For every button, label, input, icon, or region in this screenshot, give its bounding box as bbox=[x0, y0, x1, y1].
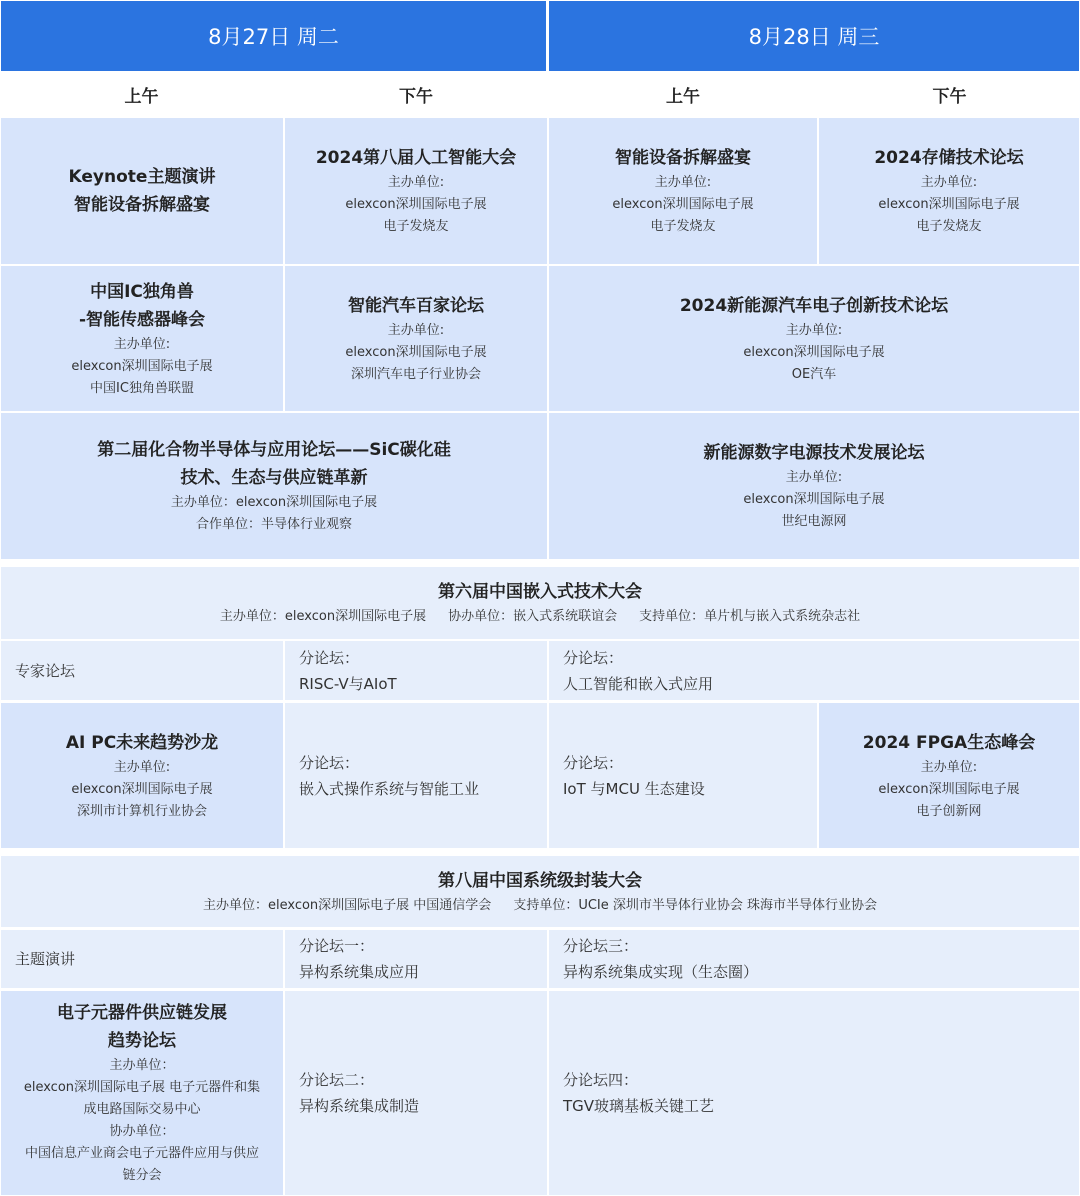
iot-mcu-forum-cell bbox=[549, 703, 817, 848]
am-label: 上午 bbox=[124, 86, 159, 107]
day2-header bbox=[549, 1, 1079, 71]
sub-forum-title: 异构系统集成制造 bbox=[299, 1097, 420, 1115]
host-label: 主办单位: bbox=[920, 759, 978, 775]
conference-title: 第六届中国嵌入式技术大会 bbox=[438, 582, 642, 602]
host-label: 主办单位: bbox=[920, 175, 978, 190]
sub-forum-label: 分论坛： bbox=[299, 753, 360, 772]
sip-forum-four-cell bbox=[549, 991, 1079, 1195]
session-title: 智能汽车百家论坛 bbox=[348, 295, 484, 316]
co-host-label: 协办单位： bbox=[109, 1124, 175, 1139]
sub-forum-title: 嵌入式操作系统与智能工业 bbox=[299, 779, 480, 798]
host-name: 中国IC独角兽联盟 bbox=[90, 380, 194, 396]
supporter-name: 支持单位：UCIe 深圳市半导体行业协会 珠海市半导体行业协会 bbox=[513, 897, 878, 913]
sip-conference-banner bbox=[1, 856, 1079, 927]
session-title: 电子元器件供应链发展 bbox=[57, 1003, 227, 1023]
keynote-cell bbox=[1, 118, 283, 264]
host-name: 电子发烧友 bbox=[650, 219, 716, 234]
session-title: 智能设备拆解盛宴 bbox=[615, 148, 751, 168]
host-name: elexcon深圳国际电子展 bbox=[612, 197, 754, 212]
sub-forum-label: 分论坛二： bbox=[299, 1071, 375, 1089]
storage-forum-cell bbox=[819, 118, 1079, 264]
host-name: elexcon深圳国际电子展 bbox=[345, 344, 487, 360]
day1-pm bbox=[285, 72, 547, 116]
sub-forum-label: 分论坛： bbox=[563, 648, 624, 667]
host-name: OE汽车 bbox=[791, 366, 837, 382]
keynote-speech-cell bbox=[1, 930, 283, 988]
sub-forum-title: TGV玻璃基板关键工艺 bbox=[563, 1097, 715, 1115]
ai-embedded-forum-cell bbox=[549, 641, 1079, 700]
co-host-name: 链分会 bbox=[122, 1168, 162, 1183]
session-title: 中国IC独角兽 bbox=[90, 281, 194, 302]
co-host-name: 中国信息产业商会电子元器件应用与供应 bbox=[24, 1146, 259, 1161]
teardown-cell bbox=[549, 118, 817, 264]
am-label: 上午 bbox=[666, 86, 700, 107]
sub-forum-title: 异构系统集成应用 bbox=[299, 963, 420, 981]
day2-label: 8月28日 周三 bbox=[748, 25, 880, 49]
host-name: 主办单位：elexcon深圳国际电子展 中国通信学会 bbox=[202, 897, 492, 913]
day1-am bbox=[0, 72, 283, 116]
conference-title: 第八届中国系统级封装大会 bbox=[438, 870, 642, 891]
day2-am bbox=[549, 72, 817, 116]
session-title: Keynote主题演讲 bbox=[68, 167, 216, 187]
session-label: 主题演讲 bbox=[15, 950, 76, 968]
sub-forum-label: 分论坛四： bbox=[563, 1071, 639, 1089]
host-label: 主办单位： bbox=[109, 1058, 175, 1073]
session-title: 趋势论坛 bbox=[108, 1031, 176, 1051]
host-name: 深圳汽车电子行业协会 bbox=[350, 366, 481, 382]
session-title: 技术、生态与供应链革新 bbox=[180, 468, 368, 488]
host-name: elexcon深圳国际电子展 bbox=[345, 197, 487, 212]
ic-unicorn-cell bbox=[1, 266, 283, 411]
sub-forum-title: RISC-V与AIoT bbox=[299, 674, 397, 693]
session-title: 2024 FPGA生态峰会 bbox=[862, 732, 1036, 753]
host-label: 主办单位: bbox=[785, 470, 843, 485]
embedded-conference-banner bbox=[1, 567, 1079, 639]
sip-forum-three-cell bbox=[549, 930, 1079, 988]
host-name: 成电路国际交易中心 bbox=[83, 1102, 201, 1117]
expert-forum-cell bbox=[1, 641, 283, 700]
partner-name: 合作单位：半导体行业观察 bbox=[195, 517, 352, 532]
host-name: 主办单位：elexcon深圳国际电子展 bbox=[219, 609, 427, 624]
host-name: elexcon深圳国际电子展 bbox=[71, 358, 213, 374]
day1-header bbox=[1, 1, 546, 71]
nev-forum-cell bbox=[549, 266, 1079, 411]
session-title: 智能设备拆解盛宴 bbox=[74, 195, 210, 215]
session-title: 2024新能源汽车电子创新技术论坛 bbox=[679, 295, 949, 316]
digital-power-cell bbox=[549, 413, 1079, 559]
session-title: 第二届化合物半导体与应用论坛——SiC碳化硅 bbox=[97, 440, 451, 460]
host-label: 主办单位: bbox=[654, 175, 712, 190]
sip-forum-one-cell bbox=[285, 930, 547, 988]
sic-forum-cell bbox=[1, 413, 547, 559]
session-title: 2024存储技术论坛 bbox=[874, 148, 1024, 168]
host-name: 电子创新网 bbox=[916, 803, 982, 819]
host-label: 主办单位: bbox=[387, 322, 445, 338]
sub-forum-title: IoT 与MCU 生态建设 bbox=[563, 779, 705, 798]
host-name: elexcon深圳国际电子展 bbox=[878, 197, 1020, 212]
host-label: 主办单位: bbox=[387, 175, 445, 190]
day1-label: 8月27日 周二 bbox=[208, 25, 339, 49]
sub-forum-label: 分论坛三： bbox=[563, 937, 639, 955]
supply-chain-forum-cell bbox=[1, 991, 283, 1195]
host-name: elexcon深圳国际电子展 bbox=[878, 781, 1020, 797]
supporter-name: 支持单位：单片机与嵌入式系统杂志社 bbox=[639, 609, 861, 624]
sub-forum-title: 人工智能和嵌入式应用 bbox=[563, 674, 714, 693]
fpga-summit-cell bbox=[819, 703, 1079, 848]
smart-car-cell bbox=[285, 266, 547, 411]
host-label: 主办单位: bbox=[113, 336, 171, 352]
host-label: 主办单位: bbox=[113, 759, 171, 775]
pm-label: 下午 bbox=[399, 86, 433, 107]
sip-forum-two-cell bbox=[285, 991, 547, 1195]
ai-pc-salon-cell bbox=[1, 703, 283, 848]
host-name: elexcon深圳国际电子展 电子元器件和集 bbox=[23, 1080, 261, 1095]
riscv-forum-cell bbox=[285, 641, 547, 700]
ai-conference-cell bbox=[285, 118, 547, 264]
host-name: 电子发烧友 bbox=[916, 219, 982, 234]
session-title: AI PC未来趋势沙龙 bbox=[65, 732, 219, 753]
co-host-name: 协办单位：嵌入式系统联谊会 bbox=[448, 609, 618, 624]
host-name: elexcon深圳国际电子展 bbox=[71, 781, 213, 797]
sub-forum-label: 分论坛一： bbox=[299, 937, 375, 955]
sub-forum-title: 异构系统集成实现（生态圈） bbox=[563, 963, 759, 981]
host-name: elexcon深圳国际电子展 bbox=[743, 492, 885, 507]
session-title: 2024第八届人工智能大会 bbox=[315, 148, 517, 168]
embedded-os-forum-cell bbox=[285, 703, 547, 848]
session-label: 专家论坛 bbox=[15, 661, 76, 680]
host-name: 主办单位：elexcon深圳国际电子展 bbox=[170, 495, 378, 510]
session-title: -智能传感器峰会 bbox=[78, 309, 206, 330]
sub-forum-label: 分论坛： bbox=[563, 753, 624, 772]
sub-forum-label: 分论坛： bbox=[299, 648, 360, 667]
session-title: 新能源数字电源技术发展论坛 bbox=[703, 443, 925, 463]
day2-pm bbox=[819, 72, 1080, 116]
host-name: elexcon深圳国际电子展 bbox=[743, 344, 885, 360]
host-name: 电子发烧友 bbox=[383, 219, 449, 234]
host-name: 深圳市计算机行业协会 bbox=[76, 803, 207, 819]
host-name: 世纪电源网 bbox=[781, 514, 847, 529]
pm-label: 下午 bbox=[932, 86, 967, 107]
host-label: 主办单位: bbox=[785, 322, 843, 338]
